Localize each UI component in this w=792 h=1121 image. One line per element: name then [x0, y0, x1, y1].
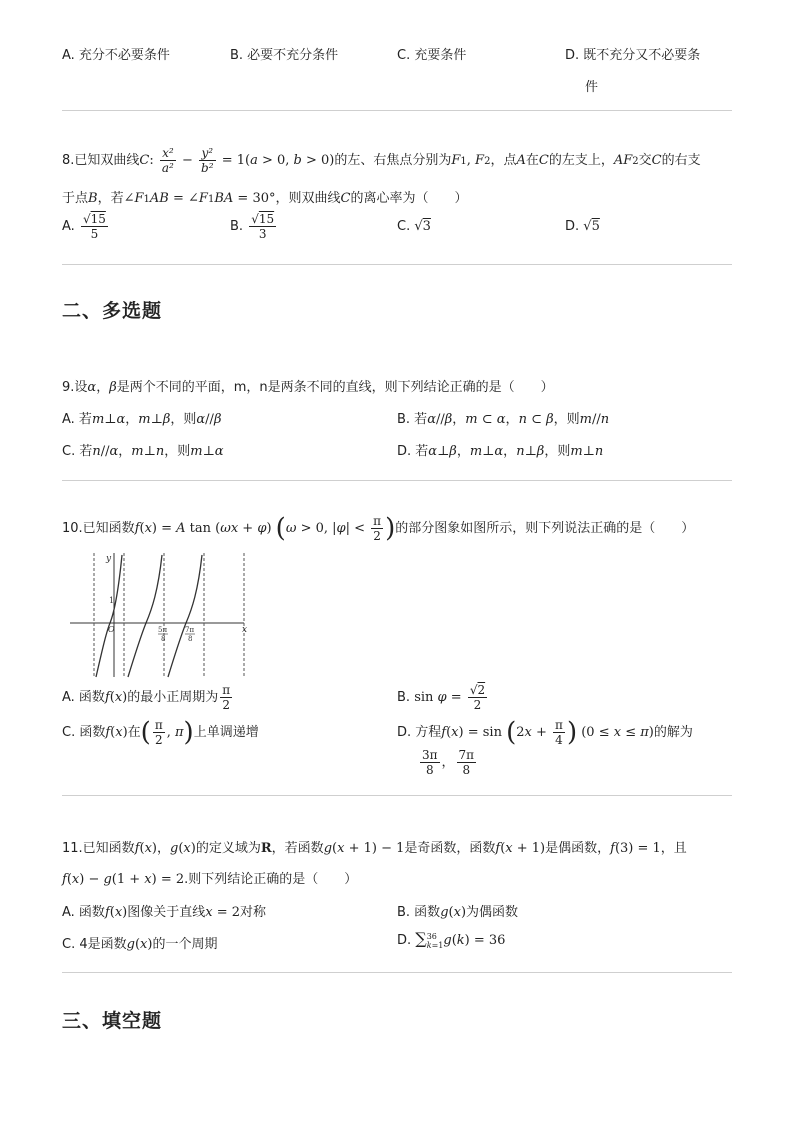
q9-option-c: C. 若n//α，m⊥n，则m⊥α	[62, 444, 224, 459]
section-title-multiple-choice: 二、多选题	[62, 300, 163, 322]
origin-label: O	[108, 625, 115, 634]
q7-option-a: A. 充分不必要条件	[62, 48, 170, 63]
q8-option-b: B. $\frac{√15}{3}$	[230, 212, 275, 241]
x-tick-label: 8	[188, 635, 193, 643]
q11-option-a: A. 函数f(x)图像关于直线x = 2对称	[62, 905, 267, 920]
q8-stem-line1: 8.已知双曲线C: $\frac{\text{x²}}{\text{a²}}$ − $\frac{\text{y²}}{\text{b²}}$ = 1(a > 0, b > 0)的左、右焦点分别为F1, F2，点A在C的左支上，AF2交C的右支	[62, 146, 701, 175]
q7-option-c: C. 充要条件	[397, 48, 467, 63]
x-tick-label: 8	[161, 635, 166, 643]
q7-option-d-cont: 件	[585, 80, 599, 95]
q8-option-d: D. √5	[565, 219, 600, 234]
x-tick-label: 7π	[185, 626, 195, 634]
tangent-branch	[128, 555, 162, 677]
q7-option-d: D. 既不充分又不必要条	[565, 48, 701, 63]
section-title-fill-in-blank: 三、填空题	[62, 1010, 163, 1032]
q10-option-c: C. 函数f(x)在( $\frac{\pi}{2}$ , π)上单调递增	[62, 717, 259, 748]
q10-stem: 10.已知函数f(x) = A tan (ωx + φ) (ω > 0, |φ| < $\frac{\pi}{2}$ )的部分图象如图所示，则下列说法正确的是（ ）	[62, 513, 695, 544]
q10-option-b: B. sin φ = $\frac{√2}{2}$	[397, 683, 486, 712]
q9-option-d: D. 若α⊥β，m⊥α，n⊥β，则m⊥n	[397, 444, 604, 459]
q10-option-d: D. 方程f(x) = sin (2x + $\frac{\pi}{4}$ ) (0 ≤ x ≤ π)的解为	[397, 717, 693, 748]
q8-stem-line2: 于点B，若∠F1AB = ∠F1BA = 30°，则双曲线C的离心率为（ ）	[62, 191, 468, 206]
q10-option-d-solutions: $\frac{3\pi}{8}$ ， $\frac{7\pi}{8}$	[422, 748, 475, 777]
divider	[62, 972, 732, 973]
tangent-branch	[96, 555, 122, 677]
q11-option-c: C. 4是函数g(x)的一个周期	[62, 937, 218, 952]
divider	[62, 795, 732, 796]
q10-function-graph	[66, 551, 250, 679]
x-tick-label: 5π	[158, 626, 168, 634]
q10-option-a: A. 函数f(x)的最小正周期为 $\frac{\pi}{2}$	[62, 683, 231, 712]
divider	[62, 110, 732, 111]
q11-stem-line2: f(x) − g(1 + x) = 2.则下列结论正确的是（ ）	[62, 872, 358, 887]
divider	[62, 480, 732, 481]
y-tick-label: 1	[109, 596, 115, 605]
q9-stem: 9.设α，β是两个不同的平面，m，n是两条不同的直线，则下列结论正确的是（ ）	[62, 380, 554, 395]
q11-option-d: D. ∑ 36 k=1 g(k) = 36	[397, 929, 506, 950]
tangent-branch	[168, 555, 202, 677]
q11-option-b: B. 函数g(x)为偶函数	[397, 905, 519, 920]
x-axis-label: x	[242, 625, 248, 635]
q8-option-a: A. $\frac{√15}{5}$	[62, 212, 106, 241]
q9-option-b: B. 若α//β，m ⊂ α，n ⊂ β，则m//n	[397, 412, 610, 427]
q11-stem-line1: 11.已知函数f(x)，g(x)的定义域为R，若函数g(x + 1) − 1是奇函数，函数f(x + 1)是偶函数，f(3) = 1，且	[62, 841, 687, 856]
q8-option-c: C. √3	[397, 219, 431, 234]
y-axis-label: y	[106, 554, 112, 564]
q9-option-a: A. 若m⊥α，m⊥β，则α//β	[62, 412, 222, 427]
divider	[62, 264, 732, 265]
q7-option-b: B. 必要不充分条件	[230, 48, 339, 63]
